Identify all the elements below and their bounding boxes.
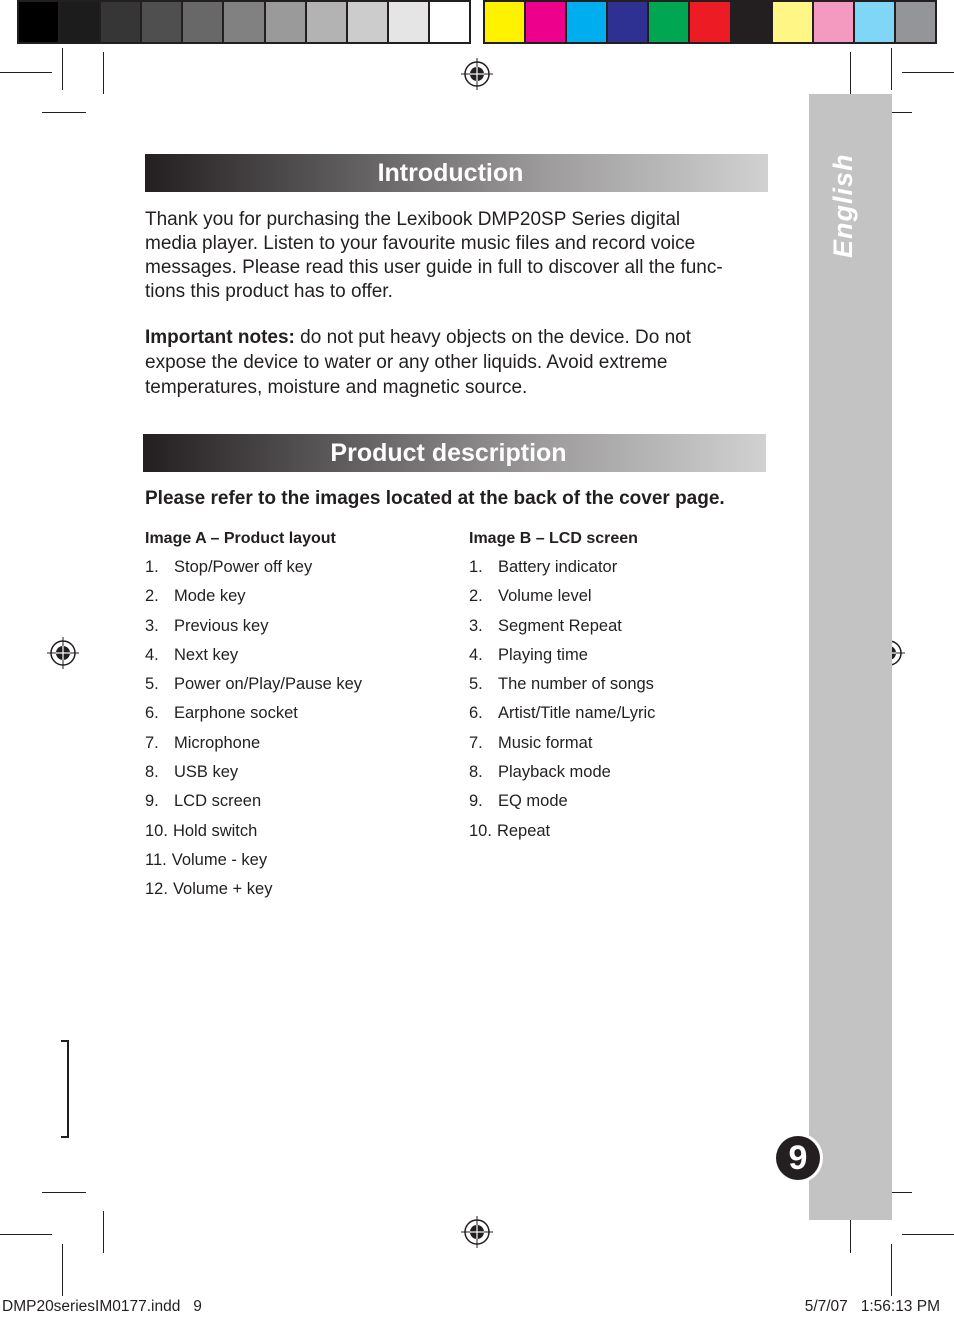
list-item-text: Repeat [496, 821, 551, 840]
color-swatch [567, 2, 608, 42]
list-item [469, 675, 655, 704]
color-swatch [101, 2, 142, 42]
list-item-number: 10. [145, 821, 168, 840]
list-item-text: The number of songs [498, 675, 654, 694]
list-item-text: Playback mode [498, 763, 611, 782]
list-item-text: Artist/Title name/Lyric [498, 704, 656, 723]
list-item-number: 4. [145, 645, 159, 664]
intro-line: tions this product has to offer. [145, 281, 393, 302]
binding-bracket [61, 1040, 69, 1138]
list-item [469, 617, 655, 646]
list-item-number: 6. [145, 704, 159, 723]
color-swatch [896, 2, 935, 42]
list-item-number: 9. [469, 792, 483, 811]
list-item-text: Segment Repeat [498, 616, 622, 635]
color-swatch [348, 2, 389, 42]
introduction-paragraph [145, 208, 775, 304]
color-swatch [307, 2, 348, 42]
list-item [469, 792, 655, 821]
color-swatch [649, 2, 690, 42]
intro-line: Thank you for purchasing the Lexibook DMP20SP Series digital [145, 209, 681, 230]
list-item [469, 734, 655, 763]
crop-mark [103, 1211, 104, 1253]
list-item-number: 3. [469, 616, 483, 635]
list-item-text: Music format [498, 733, 593, 752]
list-item-text: EQ mode [498, 792, 568, 811]
list-item [145, 558, 362, 587]
list-item-number: 5. [469, 675, 483, 694]
crop-mark [891, 1244, 892, 1296]
introduction-heading-text: Introduction [377, 158, 524, 187]
list-item-number: 7. [145, 733, 159, 752]
introduction-heading [145, 154, 768, 192]
list-item [145, 763, 362, 792]
notes-line: do not put heavy objects on the device. Do not [294, 327, 691, 348]
list-item [145, 880, 362, 909]
list-item [469, 763, 655, 792]
list-item-text: Hold switch [172, 821, 258, 840]
color-swatch [224, 2, 265, 42]
list-item-number: 1. [145, 558, 159, 576]
list-item [145, 851, 362, 880]
list-item [145, 675, 362, 704]
list-item [469, 704, 655, 733]
registration-mark-icon [47, 637, 79, 669]
color-swatch [60, 2, 101, 42]
crop-mark [42, 112, 86, 113]
list-item-text: Stop/Power off key [174, 558, 313, 576]
list-item-text: USB key [174, 763, 239, 782]
list-item [145, 587, 362, 616]
list-item-text: Previous key [174, 616, 269, 635]
list-item-number: 6. [469, 704, 483, 723]
crop-mark [42, 1192, 86, 1193]
color-swatch [19, 2, 60, 42]
crop-mark [62, 1244, 63, 1296]
crop-mark [0, 72, 52, 73]
image-a-title: Image A – Product layout [145, 530, 336, 547]
list-item [145, 734, 362, 763]
list-item [469, 646, 655, 675]
color-swatch [773, 2, 814, 42]
color-swatch [814, 2, 855, 42]
color-swatch [485, 2, 526, 42]
list-item-number: 9. [145, 792, 159, 811]
list-item-number: 5. [145, 675, 159, 694]
footer-file-name: DMP20seriesIM0177.indd 9 [2, 1298, 202, 1315]
product-description-heading [143, 434, 766, 472]
color-swatch [183, 2, 224, 42]
list-item-text: Volume + key [172, 880, 273, 899]
color-swatch [690, 2, 731, 42]
crop-mark [850, 52, 851, 94]
color-swatch [855, 2, 896, 42]
crop-mark [62, 48, 63, 90]
list-item-text: Power on/Play/Pause key [174, 675, 363, 694]
list-item [145, 792, 362, 821]
notes-line: temperatures, moisture and magnetic source. [145, 377, 528, 398]
process-color-bar [483, 0, 937, 44]
intro-line: media player. Listen to your favourite music files and record voice [145, 233, 696, 254]
list-item-number: 8. [469, 763, 483, 782]
color-swatch [389, 2, 430, 42]
refer-note: Please refer to the images located at the back of the cover page. [145, 488, 725, 509]
language-label: English [828, 153, 858, 258]
list-item-number: 8. [145, 763, 159, 782]
color-swatch [526, 2, 567, 42]
list-item-text: Volume level [498, 587, 592, 606]
list-item-text: Battery indicator [498, 558, 618, 576]
list-item-number: 10. [469, 821, 492, 840]
crop-mark [0, 1234, 52, 1235]
crop-mark [891, 48, 892, 90]
registration-mark-icon [461, 1216, 493, 1248]
image-b-title: Image B – LCD screen [469, 530, 638, 547]
crop-mark [902, 1234, 954, 1235]
notes-line: expose the device to water or any other liquids. Avoid extreme [145, 352, 668, 373]
list-item-text: Mode key [174, 587, 246, 606]
crop-mark [103, 52, 104, 94]
image-b-list [469, 558, 655, 851]
list-item-number: 3. [145, 616, 159, 635]
list-item-text: Microphone [174, 733, 261, 752]
list-item [469, 558, 655, 587]
list-item-text: Volume - key [171, 850, 268, 869]
list-item-text: LCD screen [174, 792, 262, 811]
list-item [145, 617, 362, 646]
list-item [145, 646, 362, 675]
list-item [145, 822, 362, 851]
color-swatch [608, 2, 649, 42]
list-item-number: 12. [145, 880, 168, 899]
list-item-text: Next key [174, 645, 239, 664]
list-item-text: Earphone socket [174, 704, 298, 723]
crop-mark [902, 72, 954, 73]
product-description-heading-text: Product description [330, 438, 567, 467]
grayscale-color-bar [17, 0, 471, 44]
color-swatch [732, 2, 773, 42]
language-side-tab [809, 94, 892, 1220]
list-item-number: 4. [469, 645, 483, 664]
important-notes [145, 325, 765, 400]
list-item-number: 1. [469, 558, 483, 576]
important-notes-label: Important notes: [145, 327, 295, 348]
intro-line: messages. Please read this user guide in full to discover all the func- [145, 257, 723, 278]
list-item [145, 704, 362, 733]
list-item [469, 822, 655, 851]
list-item-number: 11. [145, 850, 167, 869]
footer-timestamp: 5/7/07 1:56:13 PM [804, 1298, 940, 1315]
list-item-number: 2. [145, 587, 159, 606]
list-item-text: Playing time [498, 645, 588, 664]
color-swatch [266, 2, 307, 42]
list-item [469, 587, 655, 616]
page-number: 9 [776, 1136, 820, 1180]
list-item-number: 7. [469, 733, 483, 752]
image-a-list [145, 558, 362, 910]
list-item-number: 2. [469, 587, 483, 606]
color-swatch [142, 2, 183, 42]
color-swatch [430, 2, 469, 42]
registration-mark-icon [461, 58, 493, 90]
